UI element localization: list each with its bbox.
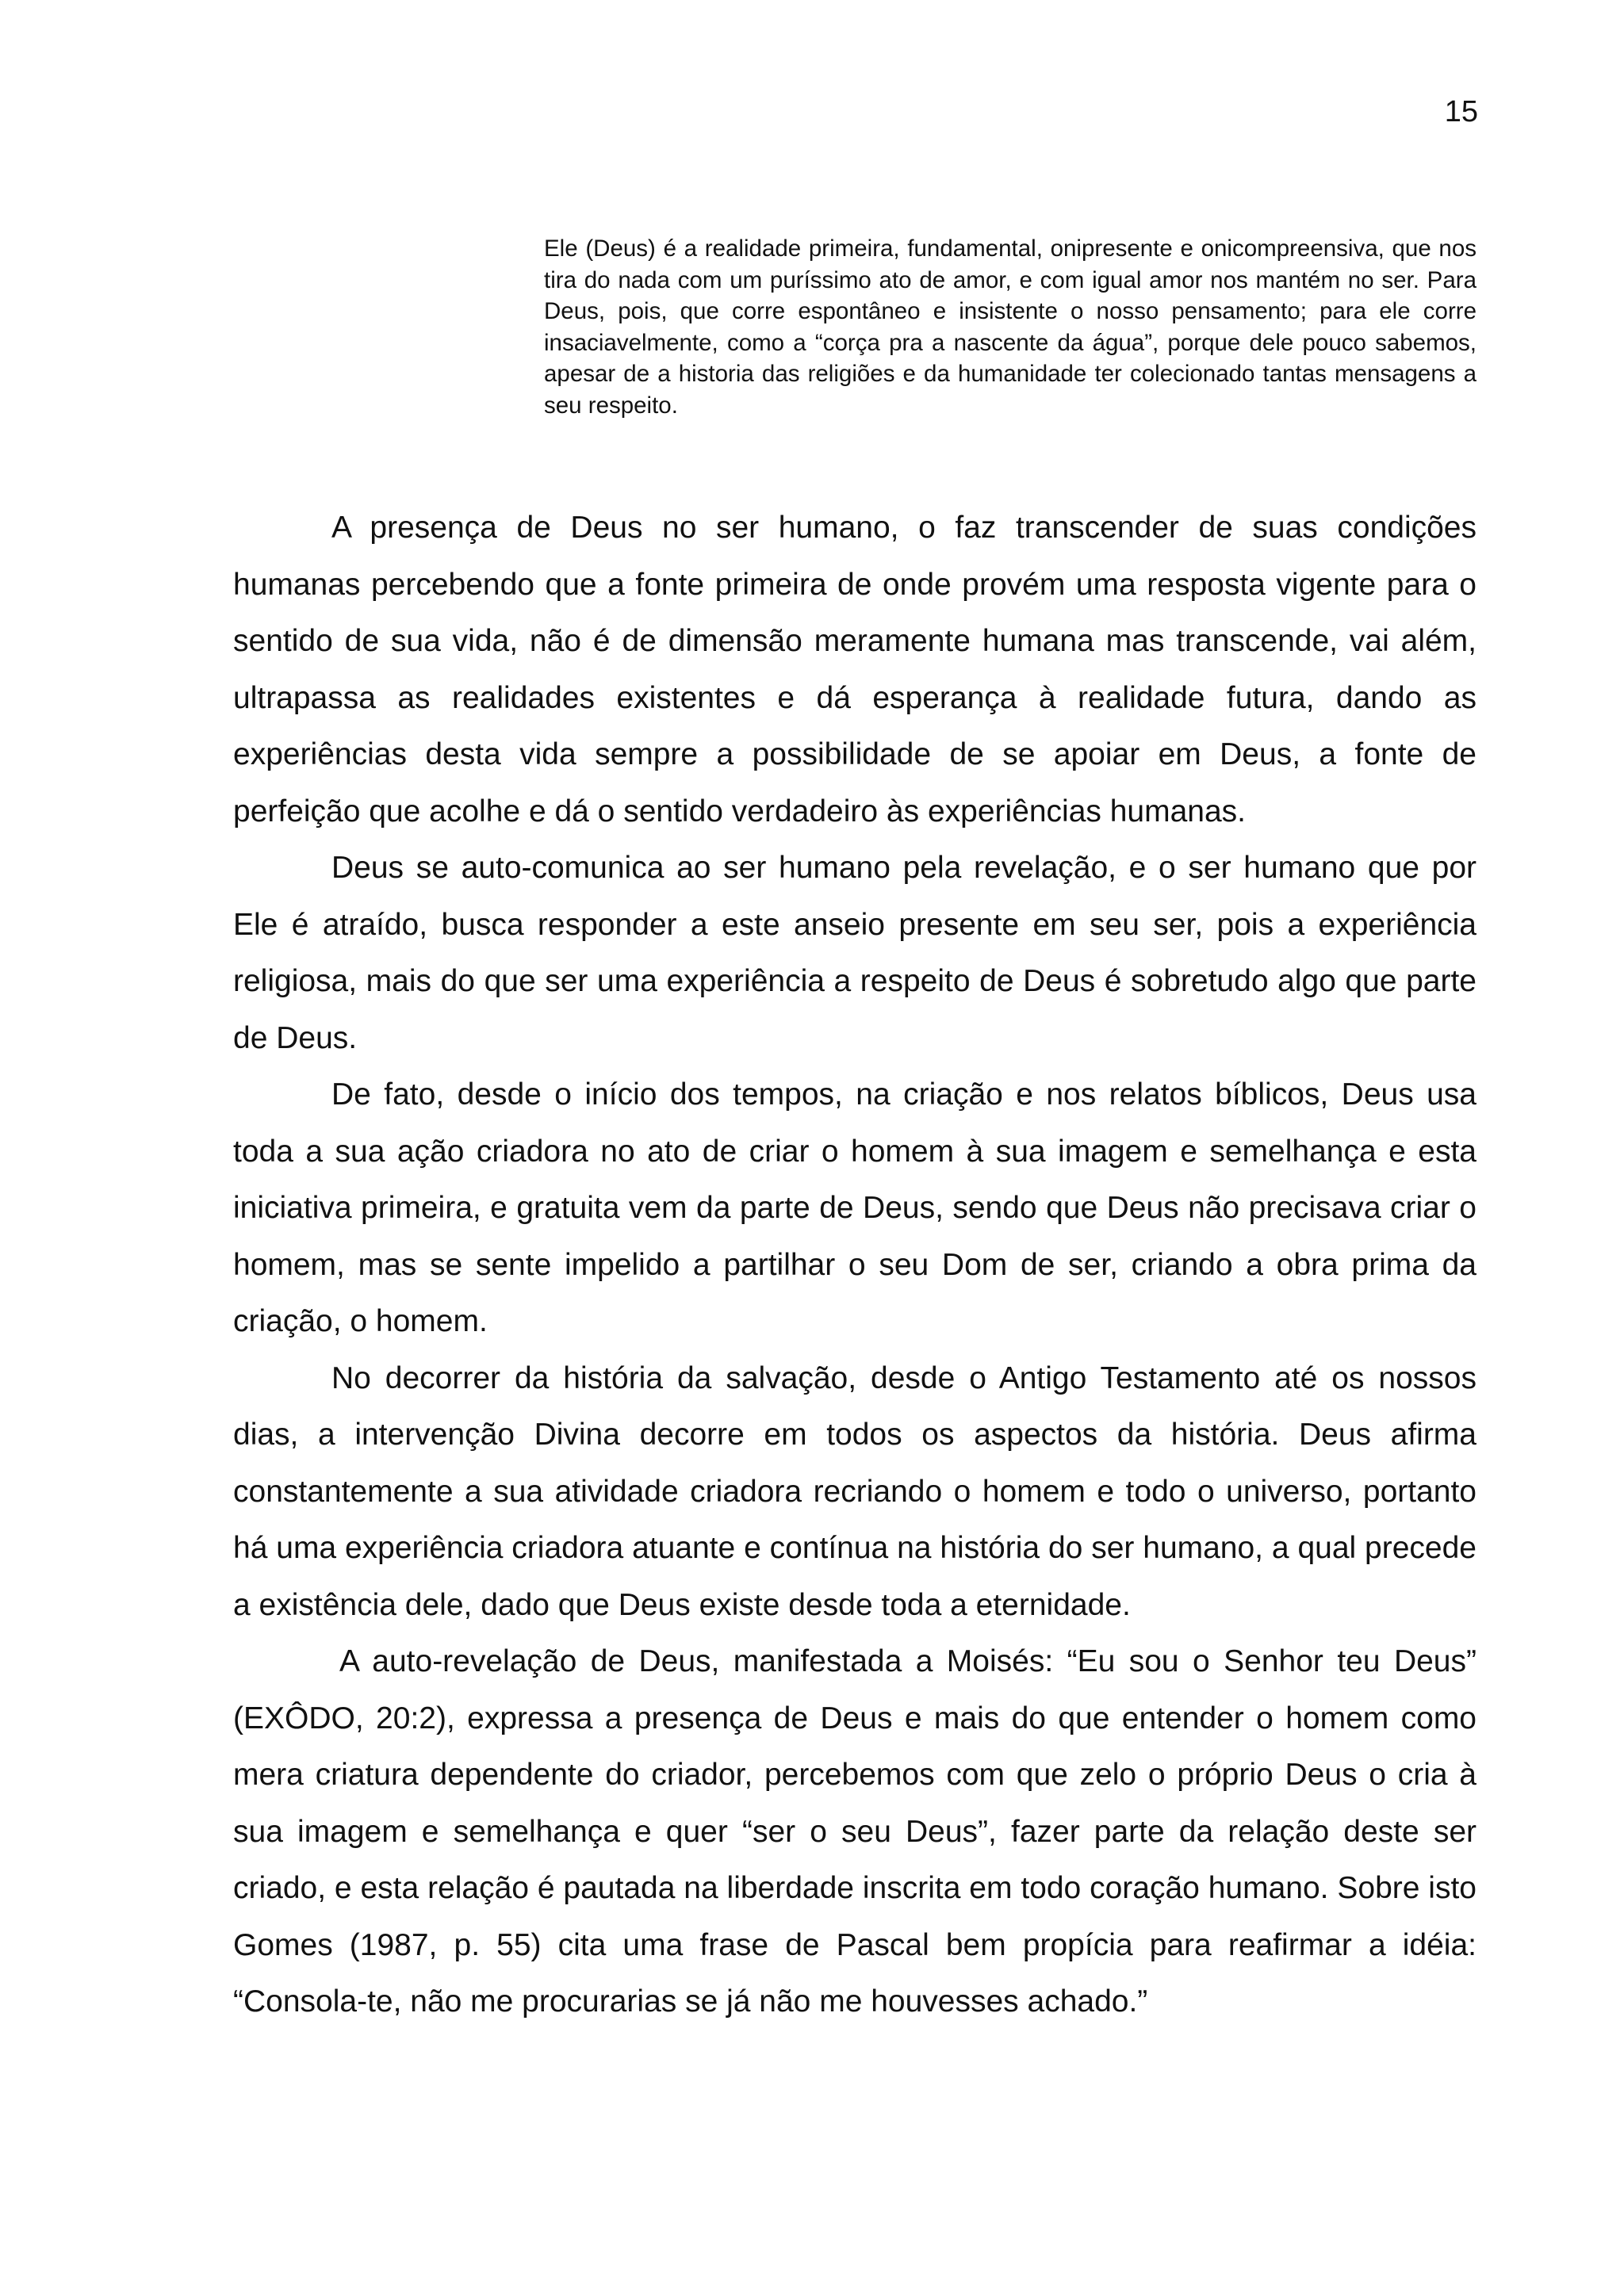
paragraph: A presença de Deus no ser humano, o faz transcender de suas condições humanas percebendo que a fonte primeira de onde provém uma resposta vigente para o sentido de sua vida, não é de dimensão meramente humana mas transcende, vai além, ultrapassa as realidades existentes e dá esperança à realidade futura, dando as experiências desta vida sempre a possibilidade de se apoiar em Deus, a fonte de perfeição que acolhe e dá o sentido verdadeiro às experiências humanas.	[233, 511, 1477, 828]
page-number: 15	[1444, 95, 1478, 128]
paragraph: A auto-revelação de Deus, manifestada a Moisés: “Eu sou o Senhor teu Deus” (EXÔDO, 20:2), expressa a presença de Deus e mais do que entender o homem como mera criatura dependente do criador, percebemos com que zelo o próprio Deus o cria à sua imagem e semelhança e quer “ser o seu Deus”, fazer parte da relação deste ser criado, e esta relação é pautada na liberdade inscrita em todo coração humano. Sobre isto Gomes (1987, p. 55) cita uma frase de Pascal bem propícia para reafirmar a idéia: “Consola-te, não me procurarias se já não me houvesses achado.”	[233, 1644, 1477, 2019]
paragraph: Deus se auto-comunica ao ser humano pela revelação, e o ser humano que por Ele é atraído, busca responder a este anseio presente em seu ser, pois a experiência religiosa, mais do que ser uma experiência a respeito de Deus é sobretudo algo que parte de Deus.	[233, 851, 1477, 1055]
paragraph: De fato, desde o início dos tempos, na criação e nos relatos bíblicos, Deus usa toda a sua ação criadora no ato de criar o homem à sua imagem e semelhança e esta iniciativa primeira, e gratuita vem da parte de Deus, sendo que Deus não precisava criar o homem, mas se sente impelido a partilhar o seu Dom de ser, criando a obra prima da criação, o homem.	[233, 1077, 1477, 1338]
block-quote: Ele (Deus) é a realidade primeira, fundamental, onipresente e onicompreensiva, que nos tira do nada com um puríssimo ato de amor, e com igual amor nos mantém no ser. Para Deus, pois, que corre espontâneo e insistente o nosso pensamento; para ele corre insaciavelmente, como a “corça pra a nascente da água”, porque dele pouco sabemos, apesar de a historia das religiões e da humanidade ter colecionado tantas mensagens a seu respeito.	[544, 235, 1477, 419]
body-text	[233, 499, 1477, 2030]
paragraph: No decorrer da história da salvação, desde o Antigo Testamento até os nossos dias, a intervenção Divina decorre em todos os aspectos da história. Deus afirma constantemente a sua atividade criadora recriando o homem e todo o universo, portanto há uma experiência criadora atuante e contínua na história do ser humano, a qual precede a existência dele, dado que Deus existe desde toda a eternidade.	[233, 1360, 1477, 1622]
